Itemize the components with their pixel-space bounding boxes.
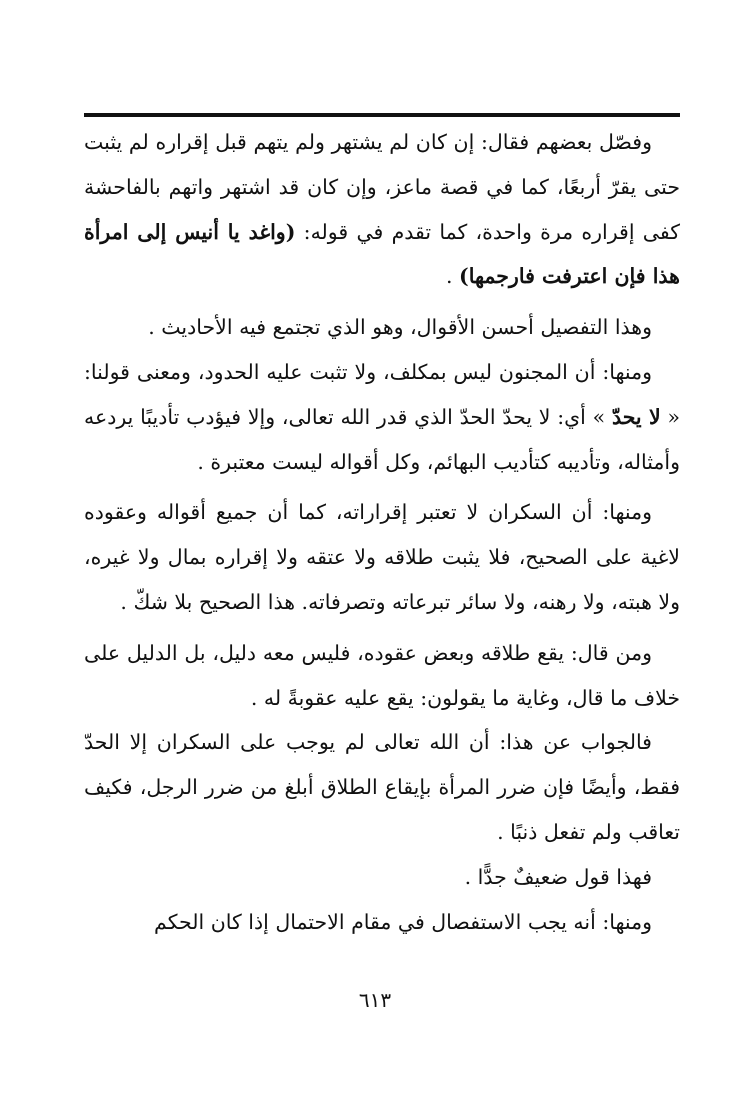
paragraph-7: فهذا قول ضعيفٌ جدًّا . — [464, 864, 652, 889]
paragraph-2: وهذا التفصيل أحسن الأقوال، وهو الذي تجتمع فيه الأحاديث . — [148, 315, 652, 340]
paragraph-5: ومن قال: يقع طلاقه وبعض عقوده، فليس معه دليل، بل الدليل على خلاف ما قال، وغاية ما يقولون: يقع عليه عقوبةً له . — [84, 640, 680, 710]
paragraph-1 — [84, 120, 680, 299]
paragraph-8: ومنها: أنه يجب الاستفصال في مقام الاحتمال إذا كان الحكم — [154, 909, 652, 934]
paragraph-1-text: وفصّل بعضهم فقال: إن كان لم يشتهر ولم يتهم قبل إقراره لم يثبت حتى يقرّ أربعًا، كما في قصة ماعز، وإن كان قد اشتهر واتهم بالفاحشة كفى إقراره مرة واحدة، كما تقدم في قوله: — [84, 130, 681, 244]
header-rule — [84, 113, 680, 117]
paragraph-4: ومنها: أن السكران لا تعتبر إقراراته، كما أن جميع أقواله وعقوده لاغية على الصحيح، فلا يثبت طلاقه ولا عتقه ولا إقراره بمال ولا غيره، ولا هبته، ولا رهنه، ولا سائر تبرعاته وتصرفاته. هذا الصحيح بلا شكّ . — [84, 500, 680, 614]
page-number: ٦١٣ — [358, 988, 392, 1012]
paragraph-3-tail: » أي: لا يحدّ الحدّ الذي قدر الله تعالى، وإلا فيؤدب تأديبًا يردعه وأمثاله، وتأديبه كتأديب البهائم، وكل أقواله ليست معتبرة . — [84, 404, 680, 474]
paragraph-3 — [84, 350, 680, 484]
hadith-quote: (واغد يا أنيس إلى امرأة هذا فإن اعترفت فارجمها) — [84, 219, 680, 289]
paragraph-3-text: ومنها: أن المجنون ليس بمكلف، ولا تثبت عليه الحدود، ومعنى قولنا: « — [84, 359, 681, 429]
quoted-term: لا يحدّ — [611, 404, 661, 429]
page-body — [84, 120, 680, 944]
paragraph-6: فالجواب عن هذا: أن الله تعالى لم يوجب على السكران إلا الحدّ فقط، وأيضًا فإن ضرر المرأة بإيقاع الطلاق أبلغ من ضرر الرجل، فكيف تعاقب ولم تفعل ذنبًا . — [84, 730, 680, 844]
paragraph-1-tail: . — [445, 264, 459, 289]
